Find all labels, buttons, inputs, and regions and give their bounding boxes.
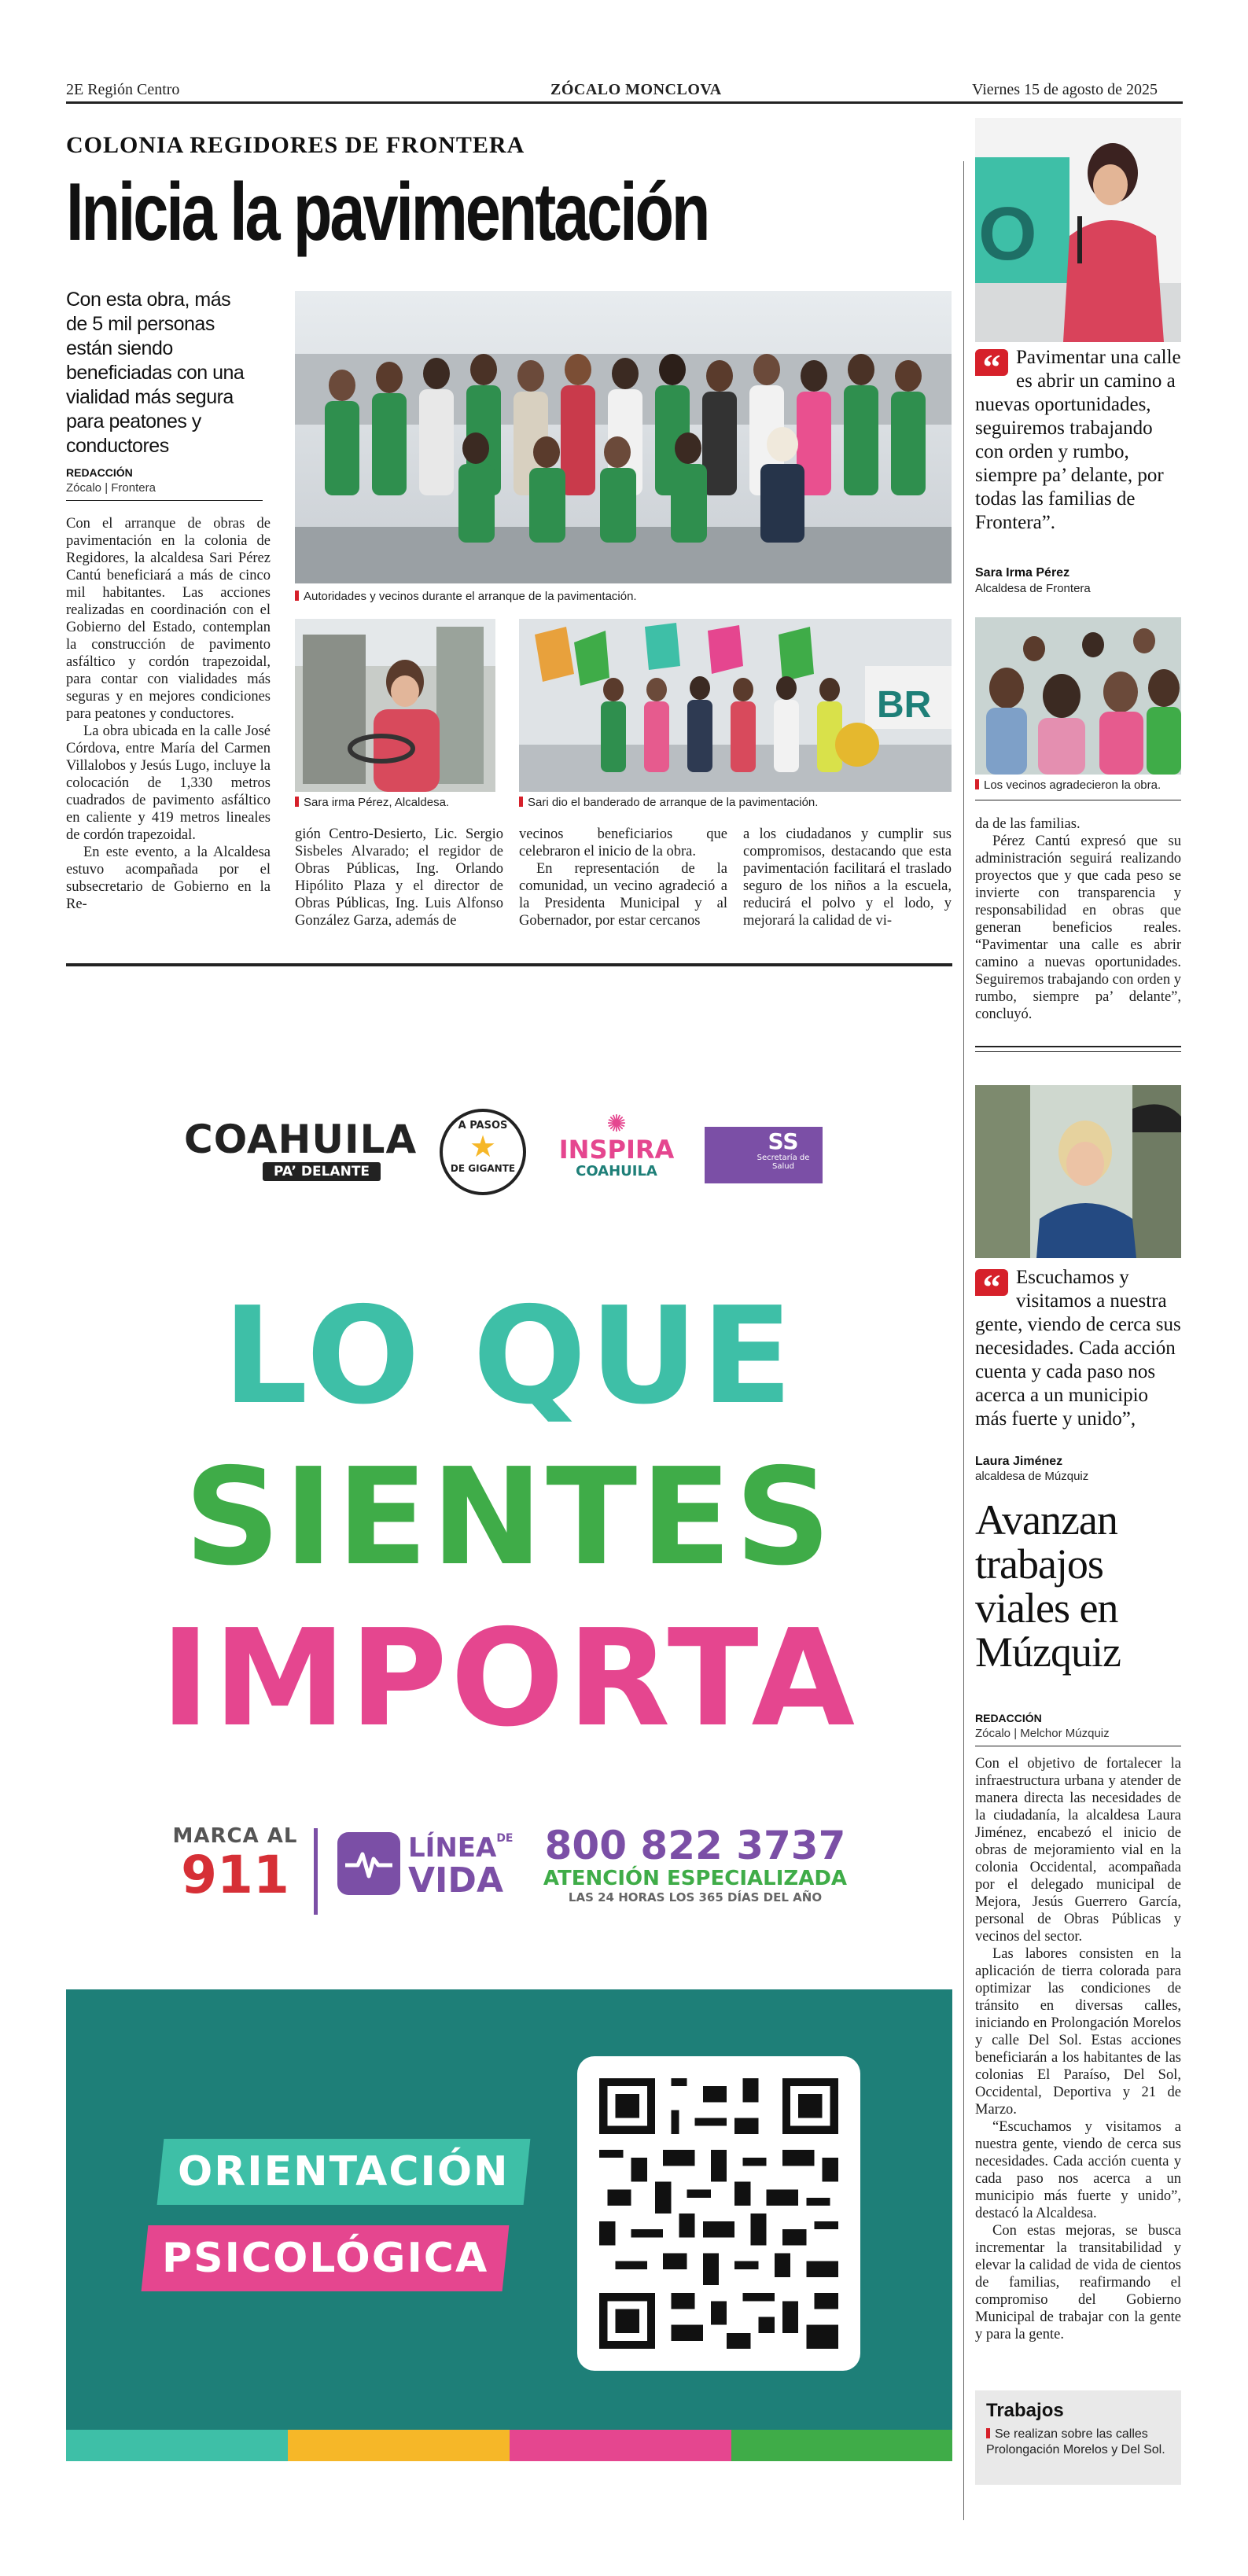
article-end-rule (975, 1051, 1181, 1052)
caption-marker (975, 779, 979, 789)
byline-place: Zócalo | Frontera (66, 481, 156, 495)
logo-pasos-de-gigante (440, 1109, 526, 1195)
photo-caption-1 (295, 796, 495, 810)
helpline-divider (314, 1828, 318, 1915)
quote-text: Escuchamos y visitamos a nuestra gente, viendo de cerca sus necesidades. Cada acción cuenta y cada paso nos acerca a un municipio más fuerte y unido”, (975, 1267, 1181, 1430)
psicologica-label: PSICOLÓGICA (162, 2235, 489, 2282)
paragraph: Con el objetivo de fortalecer la infraestructura urbana y atender de manera directa las necesidades de la ciudadanía, la alcaldesa Laura Jiménez, encabezó el inicio de obras de mejoramiento vial en la colonia Occidental, acompañada por el delegado municipal de Mejora, Jesús Guerrero García, personal de Obras Públicas y vecinos del sector. (975, 1756, 1181, 1945)
caption-text: Sara irma Pérez, Alcaldesa. (304, 796, 450, 809)
article-column-5 (975, 815, 1181, 1023)
paragraph: La obra ubicada en la calle José Córdova, entre María del Carmen Villalobos y Jesús Lugo, incluye la colocación de 1,330 metros cuadrados de pavimento asfáltico en caliente y 419 metros lineales de cordón trapezoidal. (66, 723, 271, 843)
second-article-headline: Avanzan trabajos viales en Múzquiz (975, 1496, 1121, 1676)
side-photo-caption (975, 778, 1181, 793)
heartbeat-icon (337, 1832, 400, 1895)
caption-text: Sari dio el banderado de arranque de la pavimentación. (528, 796, 819, 809)
paragraph: a los ciudadanos y cumplir sus compromisos, destacando que esta pavimentación facilitará el traslado seguro de los niños a la escuela, reducirá el polvo y el lodo, y mejorará la calidad de vi- (743, 826, 952, 929)
pull-quote-muzquiz (975, 1266, 1181, 1431)
byline-place: Zócalo | Melchor Múzquiz (975, 1727, 1110, 1740)
caption-marker (295, 591, 299, 601)
column-divider (963, 161, 964, 2520)
paragraph: En este evento, a la Alcaldesa estuvo acompañada por el subsecretario de Gobierno en la Re- (66, 845, 271, 912)
paragraph: Con el arranque de obras de pavimentación en la colonia de Regidores, la alcaldesa Sari Pérez Cantú beneficiará a más de cinco mil habitantes. Las acciones realizadas en coordinación con el Gobierno del Estado, contemplan la construcción de pavimento asfáltico y cordón trapezoidal, para contar con vialidades más seguras y en mejores condiciones para peatones y conductores. (66, 516, 271, 722)
orientacion-label-bg (157, 2139, 530, 2205)
psicologica-label-bg (142, 2225, 510, 2291)
caption-text: Autoridades y vecinos durante el arranque de la pavimentación. (304, 590, 637, 603)
logo-pasos-bottom: DE GIGANTE (450, 1163, 516, 1174)
main-photo-caption (295, 590, 952, 604)
color-strip-green (731, 2430, 952, 2461)
article-column-3 (519, 826, 727, 929)
info-box-trabajos (975, 2390, 1181, 2485)
orientacion-panel (66, 1989, 952, 2430)
ad-salud-mental (66, 975, 952, 2548)
second-article-body (975, 1755, 1181, 2343)
paragraph: En representación de la comunidad, un vecino agradeció a la Presidenta Municipal y al Gobernador, por estar cercanos (519, 861, 727, 929)
article-column-2 (295, 826, 503, 929)
article-kicker: COLONIA REGIDORES DE FRONTERA (66, 132, 525, 158)
header-rule (66, 101, 1183, 104)
quote-author: Sara Irma Pérez (975, 566, 1070, 580)
paragraph: da de las familias. (975, 816, 1080, 832)
section-divider (66, 963, 952, 966)
paragraph: gión Centro-Desierto, Lic. Sergio Sisbeles Alvarado; el regidor de Obras Públicas, Ing. Orlando Hipólito Plaza y el director de Obras Públicas, Ing. Luis Alfonso González Garza, además de (295, 826, 503, 929)
sparkle-icon: ✺ (606, 1111, 627, 1137)
ad-line-sientes: SIENTES (184, 1440, 834, 1595)
logo-secretaria-salud (705, 1127, 823, 1183)
laura-jimenez-photo (975, 1085, 1181, 1258)
caption-marker (295, 797, 299, 807)
info-box-title: Trabajos (986, 2400, 1064, 2421)
article-column-4 (743, 826, 952, 929)
logo-ss-sub: Secretaría de Salud (757, 1154, 810, 1171)
color-strip-pink (510, 2430, 731, 2461)
section-label: 2E Región Centro (66, 81, 180, 98)
quote-icon: “ (975, 1269, 1008, 1296)
color-strip-yellow (288, 2430, 510, 2461)
star-icon: ★ (469, 1131, 497, 1164)
logo-pasos-top: A PASOS (458, 1120, 508, 1132)
quote-icon: “ (975, 349, 1008, 376)
info-box-text: Se realizan sobre las calles Prolongación Morelos y Del Sol. (986, 2427, 1165, 2456)
logo-inspira-coahuila (554, 1113, 679, 1191)
quote-author: Laura Jiménez (975, 1455, 1063, 1468)
paragraph: Pérez Cantú expresó que su administración seguirá realizando proyectos que y que cada peso se invierte con transparencia y responsabilidad en obras que generan beneficios reales. “Pavimentar una calle es abrir camino a nuevas oportunidades. Seguiremos trabajando con orden y rumbo, siempre pa’ delante”, concluyó. (975, 834, 1182, 1022)
quote-text: Pavimentar una calle es abrir un camino a nuevas oportunidades, seguiremos trabajando con orden y rumbo, siempre pa’ delante, por todas las familias de Frontera”. (975, 347, 1181, 533)
vecinos-photo (975, 617, 1181, 775)
quote-author-role: alcaldesa de Múzquiz (975, 1470, 1089, 1483)
color-strip-teal (66, 2430, 288, 2461)
paragraph: Las labores consisten en la aplicación de tierra colorada para optimizar las condiciones de tránsito en diversas calles, iniciando en Prolongación Morelos y calle Del Sol. Estas acciones beneficiarán a los habitantes de las colonias El Paraíso, Del Sol, Occidental, Deportiva y 21 de Marzo. (975, 1946, 1181, 2118)
paragraph: vecinos beneficiarios que celebraron el inicio de la obra. (519, 826, 727, 859)
svg-text:O: O (978, 192, 1037, 276)
alcaldesa-tractor-photo (295, 619, 495, 792)
paragraph: Con estas mejoras, se busca incrementar la transitabilidad y elevar la calidad de vida de cientos de familias, reafirmando el compromiso del Gobierno Municipal de trabajar con la gente y para la gente. (975, 2223, 1181, 2342)
article-column-1 (66, 515, 271, 913)
linea-de: DE (496, 1832, 514, 1845)
helpline-phone: 800 822 3737 (544, 1823, 846, 1868)
alcaldesa-speaking-photo (975, 118, 1181, 342)
ad-line-importa: IMPORTA (160, 1601, 859, 1757)
caption-marker (519, 797, 523, 807)
byline-rule (66, 500, 263, 501)
quote-author-role: Alcaldesa de Frontera (975, 582, 1091, 595)
linea-vida: VIDA (408, 1860, 503, 1901)
linea-label: LÍNEA (408, 1832, 497, 1864)
logo-coahuila-sub: PA’ DELANTE (263, 1162, 381, 1181)
marca-number: 911 (181, 1845, 289, 1905)
paragraph: “Escuchamos y visitamos a nuestra gente, viendo de cerca sus necesidades. Cada acción cuenta y cada paso nos acerca a un municipio más fuerte y unido”, destacó la Alcaldesa. (975, 2119, 1181, 2221)
helpline-hours: LAS 24 HORAS LOS 365 DÍAS DEL AÑO (568, 1890, 823, 1904)
helpline-number-block (538, 1824, 852, 1904)
caption-marker (986, 2428, 990, 2438)
pull-quote-frontera (975, 346, 1181, 535)
main-group-photo (295, 291, 952, 583)
logo-inspira-text: INSPIRA (558, 1135, 675, 1165)
byline-label: REDACCIÓN (975, 1712, 1042, 1724)
article-headline: Inicia la pavimentación (66, 167, 709, 258)
photo-caption-2 (519, 796, 952, 810)
logo-ss-text: SS (768, 1128, 799, 1154)
svg-text:BR: BR (877, 684, 932, 726)
logo-coahuila-text: COAHUILA (184, 1117, 418, 1162)
orientacion-label: ORIENTACIÓN (178, 2148, 510, 2195)
linea-de-vida-logo (408, 1832, 534, 1901)
caption-text: Los vecinos agradecieron la obra. (984, 778, 1161, 792)
newspaper-name: ZÓCALO MONCLOVA (550, 81, 722, 98)
issue-date: Viernes 15 de agosto de 2025 (972, 81, 1158, 98)
article-end-rule (975, 1046, 1181, 1047)
logo-coahuila (184, 1117, 420, 1195)
banderazo-photo (519, 619, 952, 792)
marca-911 (172, 1824, 298, 1903)
ad-line-lo-que: LO QUE (223, 1279, 796, 1434)
qr-code[interactable] (577, 2056, 860, 2371)
article-deck: Con esta obra, más de 5 mil personas están siendo beneficiadas con una vialidad más segura para peatones y conductores (66, 289, 245, 457)
logo-inspira-sub: COAHUILA (576, 1163, 657, 1179)
helpline-subtitle: ATENCIÓN ESPECIALIZADA (543, 1867, 848, 1890)
byline-label: REDACCIÓN (66, 466, 133, 479)
marca-label: MARCA AL (172, 1824, 298, 1848)
